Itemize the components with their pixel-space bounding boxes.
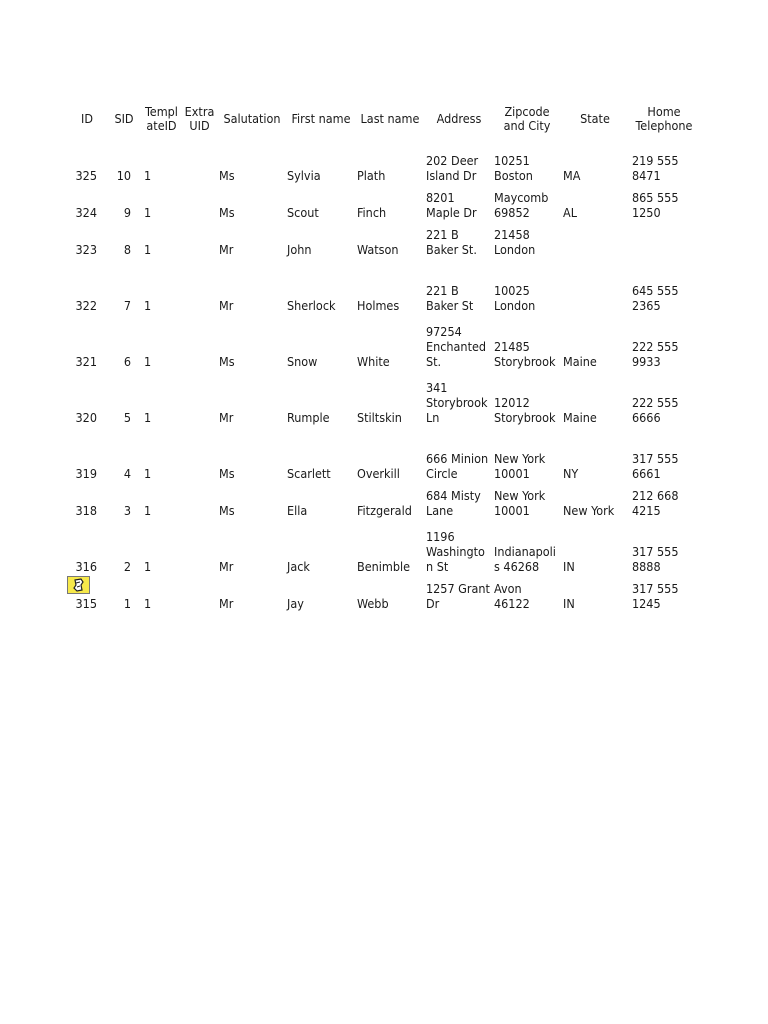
cell-salutation[interactable]: Mr xyxy=(219,298,234,313)
column-header-first-name: First name xyxy=(291,111,351,126)
cell-salutation[interactable]: Mr xyxy=(219,242,234,257)
cell-state[interactable]: NY xyxy=(563,466,579,481)
cell-id[interactable]: 320 xyxy=(75,410,97,425)
cell-sid[interactable]: 8 xyxy=(123,242,131,257)
cell-zipcode-city[interactable]: New York 10001 xyxy=(494,451,546,481)
column-header-extra-uid: Extra UID xyxy=(184,104,215,133)
column-header-zipcode-city: Zipcode and City xyxy=(503,104,551,133)
cell-first-name[interactable]: Rumple xyxy=(287,410,330,425)
cell-state[interactable]: Maine xyxy=(563,410,597,425)
cell-salutation[interactable]: Ms xyxy=(219,354,235,369)
cell-address[interactable]: 1257 Grant Dr xyxy=(426,581,490,611)
cell-last-name[interactable]: Watson xyxy=(357,242,399,257)
cell-home-telephone[interactable]: 317 555 8888 xyxy=(632,544,679,574)
cell-state[interactable]: IN xyxy=(563,559,575,574)
cell-template-id[interactable]: 1 xyxy=(144,410,152,425)
cell-state[interactable]: IN xyxy=(563,596,575,611)
cell-sid[interactable]: 1 xyxy=(123,596,131,611)
cell-template-id[interactable]: 1 xyxy=(144,596,152,611)
cell-sid[interactable]: 7 xyxy=(123,298,131,313)
cell-address[interactable]: 221 B Baker St xyxy=(426,283,474,313)
cell-sid[interactable]: 10 xyxy=(116,168,131,183)
cell-address[interactable]: 341 Storybrook Ln xyxy=(426,380,488,425)
cell-template-id[interactable]: 1 xyxy=(144,298,152,313)
column-header-last-name: Last name xyxy=(360,111,420,126)
cell-last-name[interactable]: Overkill xyxy=(357,466,400,481)
cell-template-id[interactable]: 1 xyxy=(144,559,152,574)
cell-first-name[interactable]: Scout xyxy=(287,205,319,220)
cell-salutation[interactable]: Ms xyxy=(219,205,235,220)
cell-salutation[interactable]: Ms xyxy=(219,168,235,183)
cell-sid[interactable]: 4 xyxy=(123,466,131,481)
cell-salutation[interactable]: Mr xyxy=(219,559,234,574)
cell-zipcode-city[interactable]: 21485 Storybrook xyxy=(494,339,556,369)
cell-home-telephone[interactable]: 212 668 4215 xyxy=(632,488,679,518)
cell-zipcode-city[interactable]: New York 10001 xyxy=(494,488,546,518)
cell-zipcode-city[interactable]: Maycomb 69852 xyxy=(494,190,549,220)
cell-first-name[interactable]: Scarlett xyxy=(287,466,331,481)
cell-home-telephone[interactable]: 317 555 6661 xyxy=(632,451,679,481)
cell-salutation[interactable]: Ms xyxy=(219,466,235,481)
cell-first-name[interactable]: John xyxy=(287,242,312,257)
cell-first-name[interactable]: Sylvia xyxy=(287,168,321,183)
cell-last-name[interactable]: Finch xyxy=(357,205,387,220)
cell-zipcode-city[interactable]: Indianapoli s 46268 xyxy=(494,544,556,574)
cell-address[interactable]: 202 Deer Island Dr xyxy=(426,153,479,183)
cell-salutation[interactable]: Mr xyxy=(219,410,234,425)
cell-last-name[interactable]: White xyxy=(357,354,390,369)
cell-last-name[interactable]: Plath xyxy=(357,168,386,183)
cell-address[interactable]: 1196 Washingto n St xyxy=(426,529,485,574)
cell-home-telephone[interactable]: 222 555 9933 xyxy=(632,339,679,369)
column-header-state: State xyxy=(580,111,610,126)
cell-zipcode-city[interactable]: 12012 Storybrook xyxy=(494,395,556,425)
cell-salutation[interactable]: Ms xyxy=(219,503,235,518)
cell-sid[interactable]: 9 xyxy=(123,205,131,220)
cell-last-name[interactable]: Stiltskin xyxy=(357,410,402,425)
cell-sid[interactable]: 5 xyxy=(123,410,131,425)
cell-sid[interactable]: 6 xyxy=(123,354,131,369)
column-header-sid: SID xyxy=(114,111,134,126)
cell-zipcode-city[interactable]: 10025 London xyxy=(494,283,536,313)
cell-state[interactable]: MA xyxy=(563,168,581,183)
column-header-salutation: Salutation xyxy=(223,111,281,126)
cell-address[interactable]: 684 Misty Lane xyxy=(426,488,481,518)
cell-id[interactable]: 316 xyxy=(75,559,97,574)
cell-last-name[interactable]: Benimble xyxy=(357,559,411,574)
cell-home-telephone[interactable]: 222 555 6666 xyxy=(632,395,679,425)
cell-last-name[interactable]: Webb xyxy=(357,596,389,611)
cell-zipcode-city[interactable]: 21458 London xyxy=(494,227,536,257)
comment-note-icon[interactable] xyxy=(67,576,90,594)
cell-home-telephone[interactable]: 219 555 8471 xyxy=(632,153,679,183)
cell-first-name[interactable]: Sherlock xyxy=(287,298,336,313)
cell-id[interactable]: 321 xyxy=(75,354,97,369)
cell-template-id[interactable]: 1 xyxy=(144,205,152,220)
cell-state[interactable]: AL xyxy=(563,205,577,220)
cell-address[interactable]: 666 Minion Circle xyxy=(426,451,489,481)
cell-template-id[interactable]: 1 xyxy=(144,242,152,257)
cell-zipcode-city[interactable]: 10251 Boston xyxy=(494,153,533,183)
cell-home-telephone[interactable]: 645 555 2365 xyxy=(632,283,679,313)
cell-address[interactable]: 97254 Enchanted St. xyxy=(426,324,487,369)
cell-home-telephone[interactable]: 865 555 1250 xyxy=(632,190,679,220)
cell-state[interactable]: New York xyxy=(563,503,615,518)
cell-template-id[interactable]: 1 xyxy=(144,168,152,183)
cell-first-name[interactable]: Ella xyxy=(287,503,308,518)
cell-address[interactable]: 8201 Maple Dr xyxy=(426,190,477,220)
cell-template-id[interactable]: 1 xyxy=(144,466,152,481)
cell-first-name[interactable]: Jay xyxy=(287,596,304,611)
cell-state[interactable]: Maine xyxy=(563,354,597,369)
cell-id[interactable]: 323 xyxy=(75,242,97,257)
cell-first-name[interactable]: Snow xyxy=(287,354,318,369)
cell-sid[interactable]: 2 xyxy=(123,559,131,574)
cell-last-name[interactable]: Fitzgerald xyxy=(357,503,412,518)
cell-last-name[interactable]: Holmes xyxy=(357,298,400,313)
cell-id[interactable]: 322 xyxy=(75,298,97,313)
cell-first-name[interactable]: Jack xyxy=(287,559,310,574)
cell-id[interactable]: 324 xyxy=(75,205,97,220)
column-header-template-id: Templ ateID xyxy=(145,104,178,133)
cell-template-id[interactable]: 1 xyxy=(144,354,152,369)
cell-id[interactable]: 318 xyxy=(75,503,97,518)
cell-salutation[interactable]: Mr xyxy=(219,596,234,611)
cell-sid[interactable]: 3 xyxy=(123,503,131,518)
cell-address[interactable]: 221 B Baker St. xyxy=(426,227,477,257)
cell-id[interactable]: 319 xyxy=(75,466,97,481)
column-header-address: Address xyxy=(436,111,482,126)
column-header-home-telephone: Home Telephone xyxy=(635,104,693,133)
column-header-id: ID xyxy=(81,111,93,126)
cell-template-id[interactable]: 1 xyxy=(144,503,152,518)
comment-note-icon-glyph xyxy=(68,577,89,593)
cell-id[interactable]: 315 xyxy=(75,596,97,611)
cell-zipcode-city[interactable]: Avon 46122 xyxy=(494,581,530,611)
cell-id[interactable]: 325 xyxy=(75,168,97,183)
cell-home-telephone[interactable]: 317 555 1245 xyxy=(632,581,679,611)
